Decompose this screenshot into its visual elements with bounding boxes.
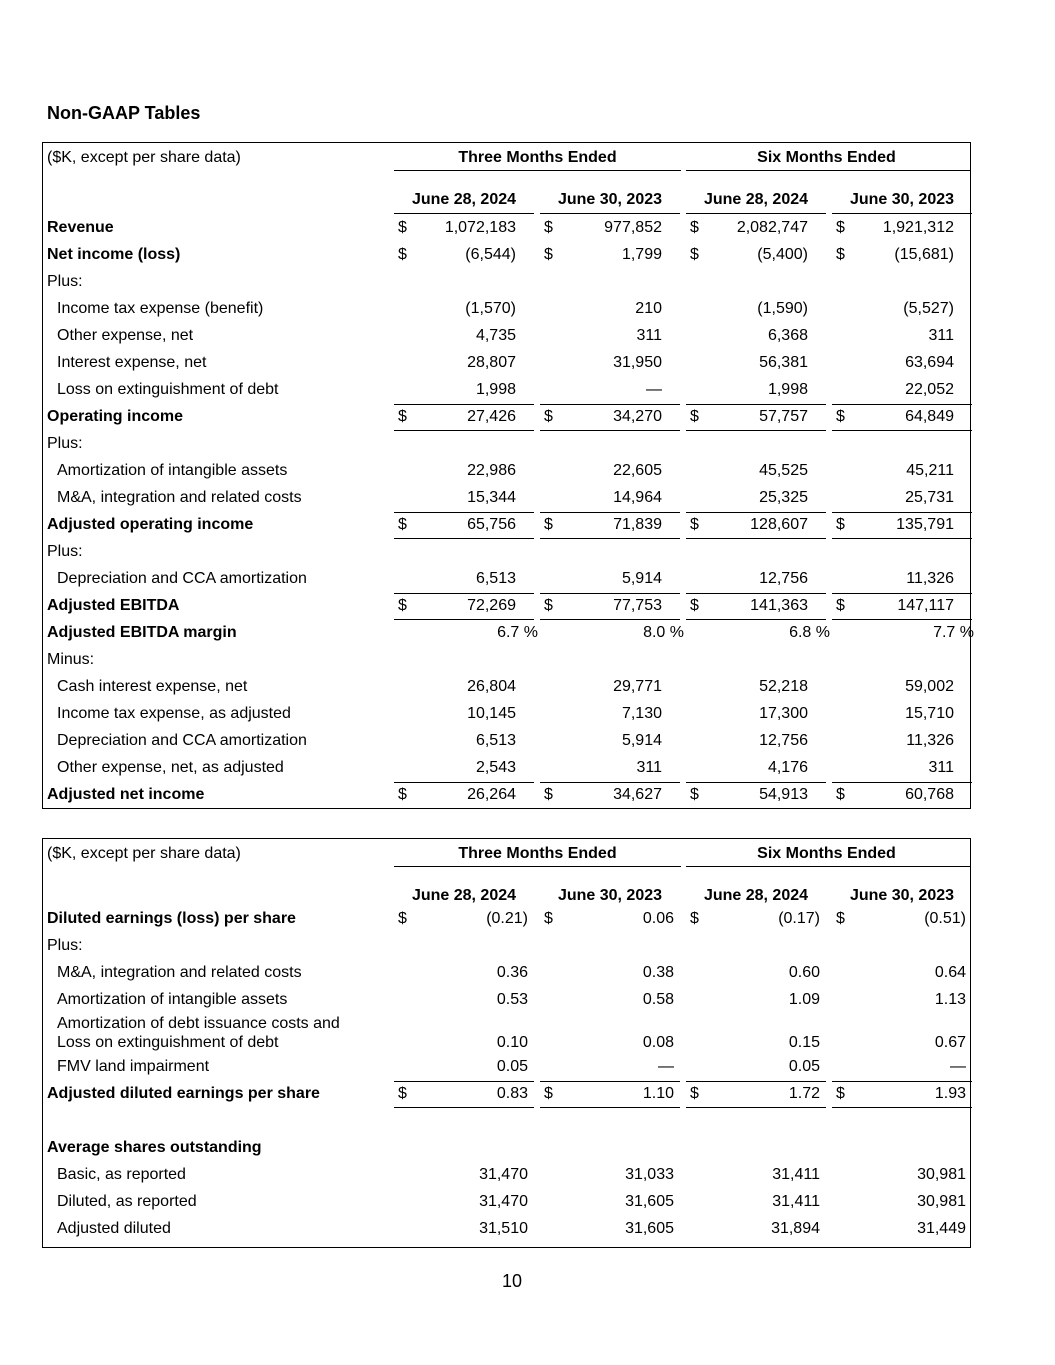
- cell-value: 4,735: [475, 327, 516, 344]
- table-row: [43, 701, 969, 728]
- cell-value: (6,544): [465, 246, 516, 263]
- column-header: June 28, 2024: [411, 887, 517, 904]
- cell-value: 25,731: [905, 489, 954, 506]
- cell-value: 1,799: [621, 246, 662, 263]
- cell-value: 31,605: [625, 1220, 674, 1237]
- unit-label: ($K, except per share data): [47, 845, 241, 862]
- currency-symbol: $: [398, 1085, 407, 1102]
- row-label: Adjusted diluted: [57, 1220, 171, 1237]
- cell-value: 22,986: [467, 462, 516, 479]
- cell-value: 1.10: [642, 1085, 674, 1102]
- cell-value: 135,791: [896, 516, 954, 533]
- cell-value: 1.72: [788, 1085, 820, 1102]
- table-row: [43, 377, 969, 404]
- cell-value: 72,269: [467, 597, 516, 614]
- subtotal-rule: [832, 782, 972, 783]
- subtotal-rule: [394, 782, 534, 783]
- row-label: Cash interest expense, net: [57, 678, 248, 695]
- cell-value: 59,002: [905, 678, 954, 695]
- currency-symbol: $: [544, 1085, 553, 1102]
- group-rule: [394, 866, 681, 867]
- cell-value: 26,264: [467, 786, 516, 803]
- row-label: Plus:: [47, 937, 83, 954]
- cell-value: 63,694: [905, 354, 954, 371]
- table-row: [43, 1135, 969, 1162]
- currency-symbol: $: [690, 219, 699, 236]
- row-label: M&A, integration and related costs: [57, 489, 302, 506]
- row-label: M&A, integration and related costs: [57, 964, 302, 981]
- currency-symbol: $: [836, 786, 845, 803]
- subtotal-rule: [832, 512, 972, 513]
- cell-value: 0.53: [496, 991, 528, 1008]
- cell-value: 57,757: [759, 408, 808, 425]
- cell-value: 311: [928, 327, 954, 344]
- cell-value: (1,590): [757, 300, 808, 317]
- currency-symbol: $: [690, 786, 699, 803]
- column-header-rule: [832, 213, 972, 214]
- cell-value: 6,513: [475, 732, 516, 749]
- column-header: June 28, 2024: [703, 191, 809, 208]
- subtotal-rule: [686, 782, 826, 783]
- cell-value: 6.8 %: [789, 624, 830, 641]
- cell-value: 12,756: [759, 570, 808, 587]
- group-rule: [686, 170, 970, 171]
- table-row: [43, 1081, 969, 1108]
- row-label: Other expense, net: [57, 327, 194, 344]
- table-row: [43, 593, 969, 620]
- row-label: Other expense, net, as adjusted: [57, 759, 284, 776]
- cell-value: 29,771: [613, 678, 662, 695]
- currency-symbol: $: [398, 408, 407, 425]
- row-label: Basic, as reported: [57, 1166, 186, 1183]
- cell-value: 128,607: [750, 516, 808, 533]
- cell-value: 60,768: [905, 786, 954, 803]
- table-row: [43, 987, 969, 1014]
- cell-value: 22,052: [905, 381, 954, 398]
- cell-value: 11,326: [906, 570, 954, 587]
- currency-symbol: $: [544, 408, 553, 425]
- table-row: [43, 1189, 969, 1216]
- cell-value: 977,852: [604, 219, 662, 236]
- cell-value: 0.05: [788, 1058, 820, 1075]
- cell-value: 64,849: [905, 408, 954, 425]
- eps-reconciliation-table: [42, 838, 971, 1248]
- cell-value: 2,082,747: [736, 219, 808, 236]
- table-row: [43, 296, 969, 323]
- row-label: Average shares outstanding: [47, 1139, 262, 1156]
- column-header: June 30, 2023: [849, 191, 955, 208]
- cell-value: 0.10: [496, 1034, 528, 1051]
- row-label: Interest expense, net: [57, 354, 207, 371]
- currency-symbol: $: [398, 219, 407, 236]
- cell-value: (5,527): [903, 300, 954, 317]
- cell-value: 311: [636, 327, 662, 344]
- subtotal-rule: [540, 1081, 680, 1082]
- cell-value: (15,681): [894, 246, 954, 263]
- currency-symbol: $: [398, 910, 407, 927]
- row-label: Adjusted EBITDA margin: [47, 624, 237, 641]
- table-row: [43, 215, 969, 242]
- cell-value: 1.93: [934, 1085, 966, 1102]
- cell-value: 30,981: [917, 1166, 966, 1183]
- cell-value: 11,326: [906, 732, 954, 749]
- currency-symbol: $: [836, 219, 845, 236]
- row-label: Minus:: [47, 651, 95, 668]
- cell-value: 0.38: [642, 964, 674, 981]
- subtotal-rule: [686, 404, 826, 405]
- table-row: [43, 269, 969, 296]
- row-label: Loss on extinguishment of debt: [57, 381, 279, 398]
- group-header-three-months: Three Months Ended: [458, 149, 617, 166]
- currency-symbol: $: [836, 516, 845, 533]
- cell-value: 1.13: [934, 991, 966, 1008]
- group-rule: [686, 866, 970, 867]
- cell-value: 27,426: [467, 408, 516, 425]
- currency-symbol: $: [690, 597, 699, 614]
- cell-value: 2,543: [475, 759, 516, 776]
- cell-value: 311: [928, 759, 954, 776]
- subtotal-rule: [686, 1081, 826, 1082]
- cell-value: 26,804: [467, 678, 516, 695]
- cell-value: 1,998: [475, 381, 516, 398]
- cell-value: 31,470: [479, 1166, 528, 1183]
- unit-label: ($K, except per share data): [47, 149, 241, 166]
- cell-value: 0.83: [496, 1085, 528, 1102]
- cell-value: 0.64: [934, 964, 966, 981]
- cell-value: 25,325: [759, 489, 808, 506]
- currency-symbol: $: [690, 910, 699, 927]
- row-label: Amortization of debt issuance costs and Loss on extinguishment of debt: [57, 1015, 340, 1051]
- cell-value: 0.06: [642, 910, 674, 927]
- column-header: June 30, 2023: [557, 887, 663, 904]
- cell-value: (0.17): [778, 910, 820, 927]
- row-label: Revenue: [47, 219, 114, 236]
- column-header: June 28, 2024: [703, 887, 809, 904]
- cell-value: 0.15: [788, 1034, 820, 1051]
- cell-value: 22,605: [613, 462, 662, 479]
- cell-value: 311: [636, 759, 662, 776]
- currency-symbol: $: [836, 408, 845, 425]
- cell-value: 0.05: [496, 1058, 528, 1075]
- subtotal-rule: [540, 593, 680, 594]
- cell-value: 31,470: [479, 1193, 528, 1210]
- table-row: [43, 350, 969, 377]
- cell-value: 5,914: [621, 732, 662, 749]
- table-row: [43, 512, 969, 539]
- row-label: FMV land impairment: [57, 1058, 210, 1075]
- currency-symbol: $: [544, 910, 553, 927]
- cell-value: 0.36: [496, 964, 528, 981]
- cell-value: 65,756: [467, 516, 516, 533]
- table-row: [43, 906, 969, 933]
- cell-value: 31,411: [772, 1193, 820, 1210]
- column-header-rule: [686, 213, 826, 214]
- cell-value: 34,627: [613, 786, 662, 803]
- table-row: [43, 960, 969, 987]
- table-row: [43, 431, 969, 458]
- table-row: [43, 1054, 969, 1081]
- subtotal-rule: [540, 512, 680, 513]
- cell-value: 31,449: [917, 1220, 966, 1237]
- table-row: [43, 647, 969, 674]
- row-label: Depreciation and CCA amortization: [57, 570, 307, 587]
- currency-symbol: $: [398, 597, 407, 614]
- cell-value: 31,033: [625, 1166, 674, 1183]
- table-row: [43, 782, 969, 809]
- currency-symbol: $: [544, 597, 553, 614]
- table-row: [43, 404, 969, 431]
- row-label: Adjusted diluted earnings per share: [47, 1085, 320, 1102]
- cell-value: (0.21): [486, 910, 528, 927]
- currency-symbol: $: [836, 597, 845, 614]
- table-row: [43, 674, 969, 701]
- cell-value: 210: [635, 300, 662, 317]
- column-header-rule: [540, 213, 680, 214]
- cell-value: 31,510: [479, 1220, 528, 1237]
- subtotal-rule: [540, 404, 680, 405]
- row-label: Amortization of intangible assets: [57, 991, 288, 1008]
- row-label: Income tax expense, as adjusted: [57, 705, 291, 722]
- row-label: Adjusted EBITDA: [47, 597, 180, 614]
- cell-value: 5,914: [621, 570, 662, 587]
- subtotal-rule: [394, 404, 534, 405]
- subtotal-rule: [832, 404, 972, 405]
- column-header: June 30, 2023: [849, 887, 955, 904]
- row-label: Operating income: [47, 408, 184, 425]
- currency-symbol: $: [398, 786, 407, 803]
- non-gaap-reconciliation-table: [42, 142, 974, 809]
- column-header-rule: [394, 213, 534, 214]
- cell-value: 31,950: [613, 354, 662, 371]
- table-row: [43, 485, 969, 512]
- cell-value: 6,513: [475, 570, 516, 587]
- table-row: [43, 755, 969, 782]
- table-row: [43, 242, 969, 269]
- currency-symbol: $: [398, 516, 407, 533]
- cell-value: 31,894: [771, 1220, 820, 1237]
- cell-value: 10,145: [467, 705, 516, 722]
- currency-symbol: $: [690, 408, 699, 425]
- row-label: Plus:: [47, 273, 83, 290]
- group-header-three-months: Three Months Ended: [458, 845, 617, 862]
- row-label: Income tax expense (benefit): [57, 300, 264, 317]
- cell-value: (0.51): [924, 910, 966, 927]
- table-row: [43, 1216, 969, 1243]
- table-row: [43, 323, 969, 350]
- cell-value: 34,270: [613, 408, 662, 425]
- row-label: Net income (loss): [47, 246, 181, 263]
- cell-value: 71,839: [613, 516, 662, 533]
- subtotal-rule: [394, 1081, 534, 1082]
- cell-value: 30,981: [917, 1193, 966, 1210]
- row-label: Adjusted net income: [47, 786, 205, 803]
- cell-value: 52,218: [759, 678, 808, 695]
- cell-value: 1,072,183: [444, 219, 516, 236]
- column-header: June 30, 2023: [557, 191, 663, 208]
- cell-value: 31,411: [772, 1166, 820, 1183]
- page-title: Non-GAAP Tables: [47, 103, 201, 123]
- group-rule: [394, 170, 681, 171]
- page-number: 10: [501, 1271, 523, 1291]
- row-label: Diluted, as reported: [57, 1193, 197, 1210]
- cell-value: 1.09: [788, 991, 820, 1008]
- cell-value: 12,756: [759, 732, 808, 749]
- subtotal-rule: [832, 593, 972, 594]
- currency-symbol: $: [544, 516, 553, 533]
- cell-value: 56,381: [759, 354, 808, 371]
- cell-value: 15,710: [905, 705, 954, 722]
- cell-value: 14,964: [613, 489, 662, 506]
- cell-value: 1,998: [767, 381, 808, 398]
- row-label: Plus:: [47, 543, 83, 560]
- table-row: [43, 458, 969, 485]
- cell-value: 54,913: [759, 786, 808, 803]
- currency-symbol: $: [544, 219, 553, 236]
- cell-value: (1,570): [465, 300, 516, 317]
- cell-value: —: [658, 1058, 674, 1075]
- group-header-six-months: Six Months Ended: [757, 149, 896, 166]
- subtotal-rule: [686, 512, 826, 513]
- cell-value: 28,807: [467, 354, 516, 371]
- cell-value: 4,176: [767, 759, 808, 776]
- row-label: Plus:: [47, 435, 83, 452]
- currency-symbol: $: [398, 246, 407, 263]
- currency-symbol: $: [544, 246, 553, 263]
- cell-value: 0.58: [642, 991, 674, 1008]
- currency-symbol: $: [836, 910, 845, 927]
- table-row: [43, 566, 969, 593]
- cell-value: 6,368: [767, 327, 808, 344]
- table-row: [43, 933, 969, 960]
- cell-value: 6.7 %: [497, 624, 538, 641]
- table-row: [43, 1014, 969, 1054]
- row-label: Diluted earnings (loss) per share: [47, 910, 296, 927]
- cell-value: 77,753: [613, 597, 662, 614]
- table-row: [43, 1108, 969, 1135]
- currency-symbol: $: [690, 1085, 699, 1102]
- cell-value: 1,921,312: [882, 219, 954, 236]
- cell-value: 8.0 %: [643, 624, 684, 641]
- cell-value: 0.60: [788, 964, 820, 981]
- row-label: Depreciation and CCA amortization: [57, 732, 307, 749]
- cell-value: 0.08: [642, 1034, 674, 1051]
- cell-value: 17,300: [759, 705, 808, 722]
- cell-value: —: [646, 381, 662, 398]
- column-header: June 28, 2024: [411, 191, 517, 208]
- row-label: Amortization of intangible assets: [57, 462, 288, 479]
- table-row: [43, 539, 969, 566]
- table-row: [43, 620, 974, 647]
- currency-symbol: $: [836, 1085, 845, 1102]
- cell-value: (5,400): [757, 246, 808, 263]
- currency-symbol: $: [690, 516, 699, 533]
- row-label: Adjusted operating income: [47, 516, 254, 533]
- currency-symbol: $: [544, 786, 553, 803]
- cell-value: —: [950, 1058, 966, 1075]
- currency-symbol: $: [690, 246, 699, 263]
- subtotal-rule: [540, 782, 680, 783]
- cell-value: 147,117: [897, 597, 954, 614]
- cell-value: 141,363: [750, 597, 808, 614]
- subtotal-rule: [394, 512, 534, 513]
- group-header-six-months: Six Months Ended: [757, 845, 896, 862]
- subtotal-rule: [832, 1081, 972, 1082]
- cell-value: 7,130: [621, 705, 662, 722]
- table-row: [43, 728, 969, 755]
- cell-value: 15,344: [467, 489, 516, 506]
- subtotal-rule: [686, 593, 826, 594]
- cell-value: 0.67: [934, 1034, 966, 1051]
- cell-value: 45,525: [759, 462, 808, 479]
- table-row: [43, 1162, 969, 1189]
- cell-value: 45,211: [906, 462, 954, 479]
- subtotal-rule: [394, 593, 534, 594]
- cell-value: 31,605: [625, 1193, 674, 1210]
- currency-symbol: $: [836, 246, 845, 263]
- cell-value: 7.7 %: [933, 624, 974, 641]
